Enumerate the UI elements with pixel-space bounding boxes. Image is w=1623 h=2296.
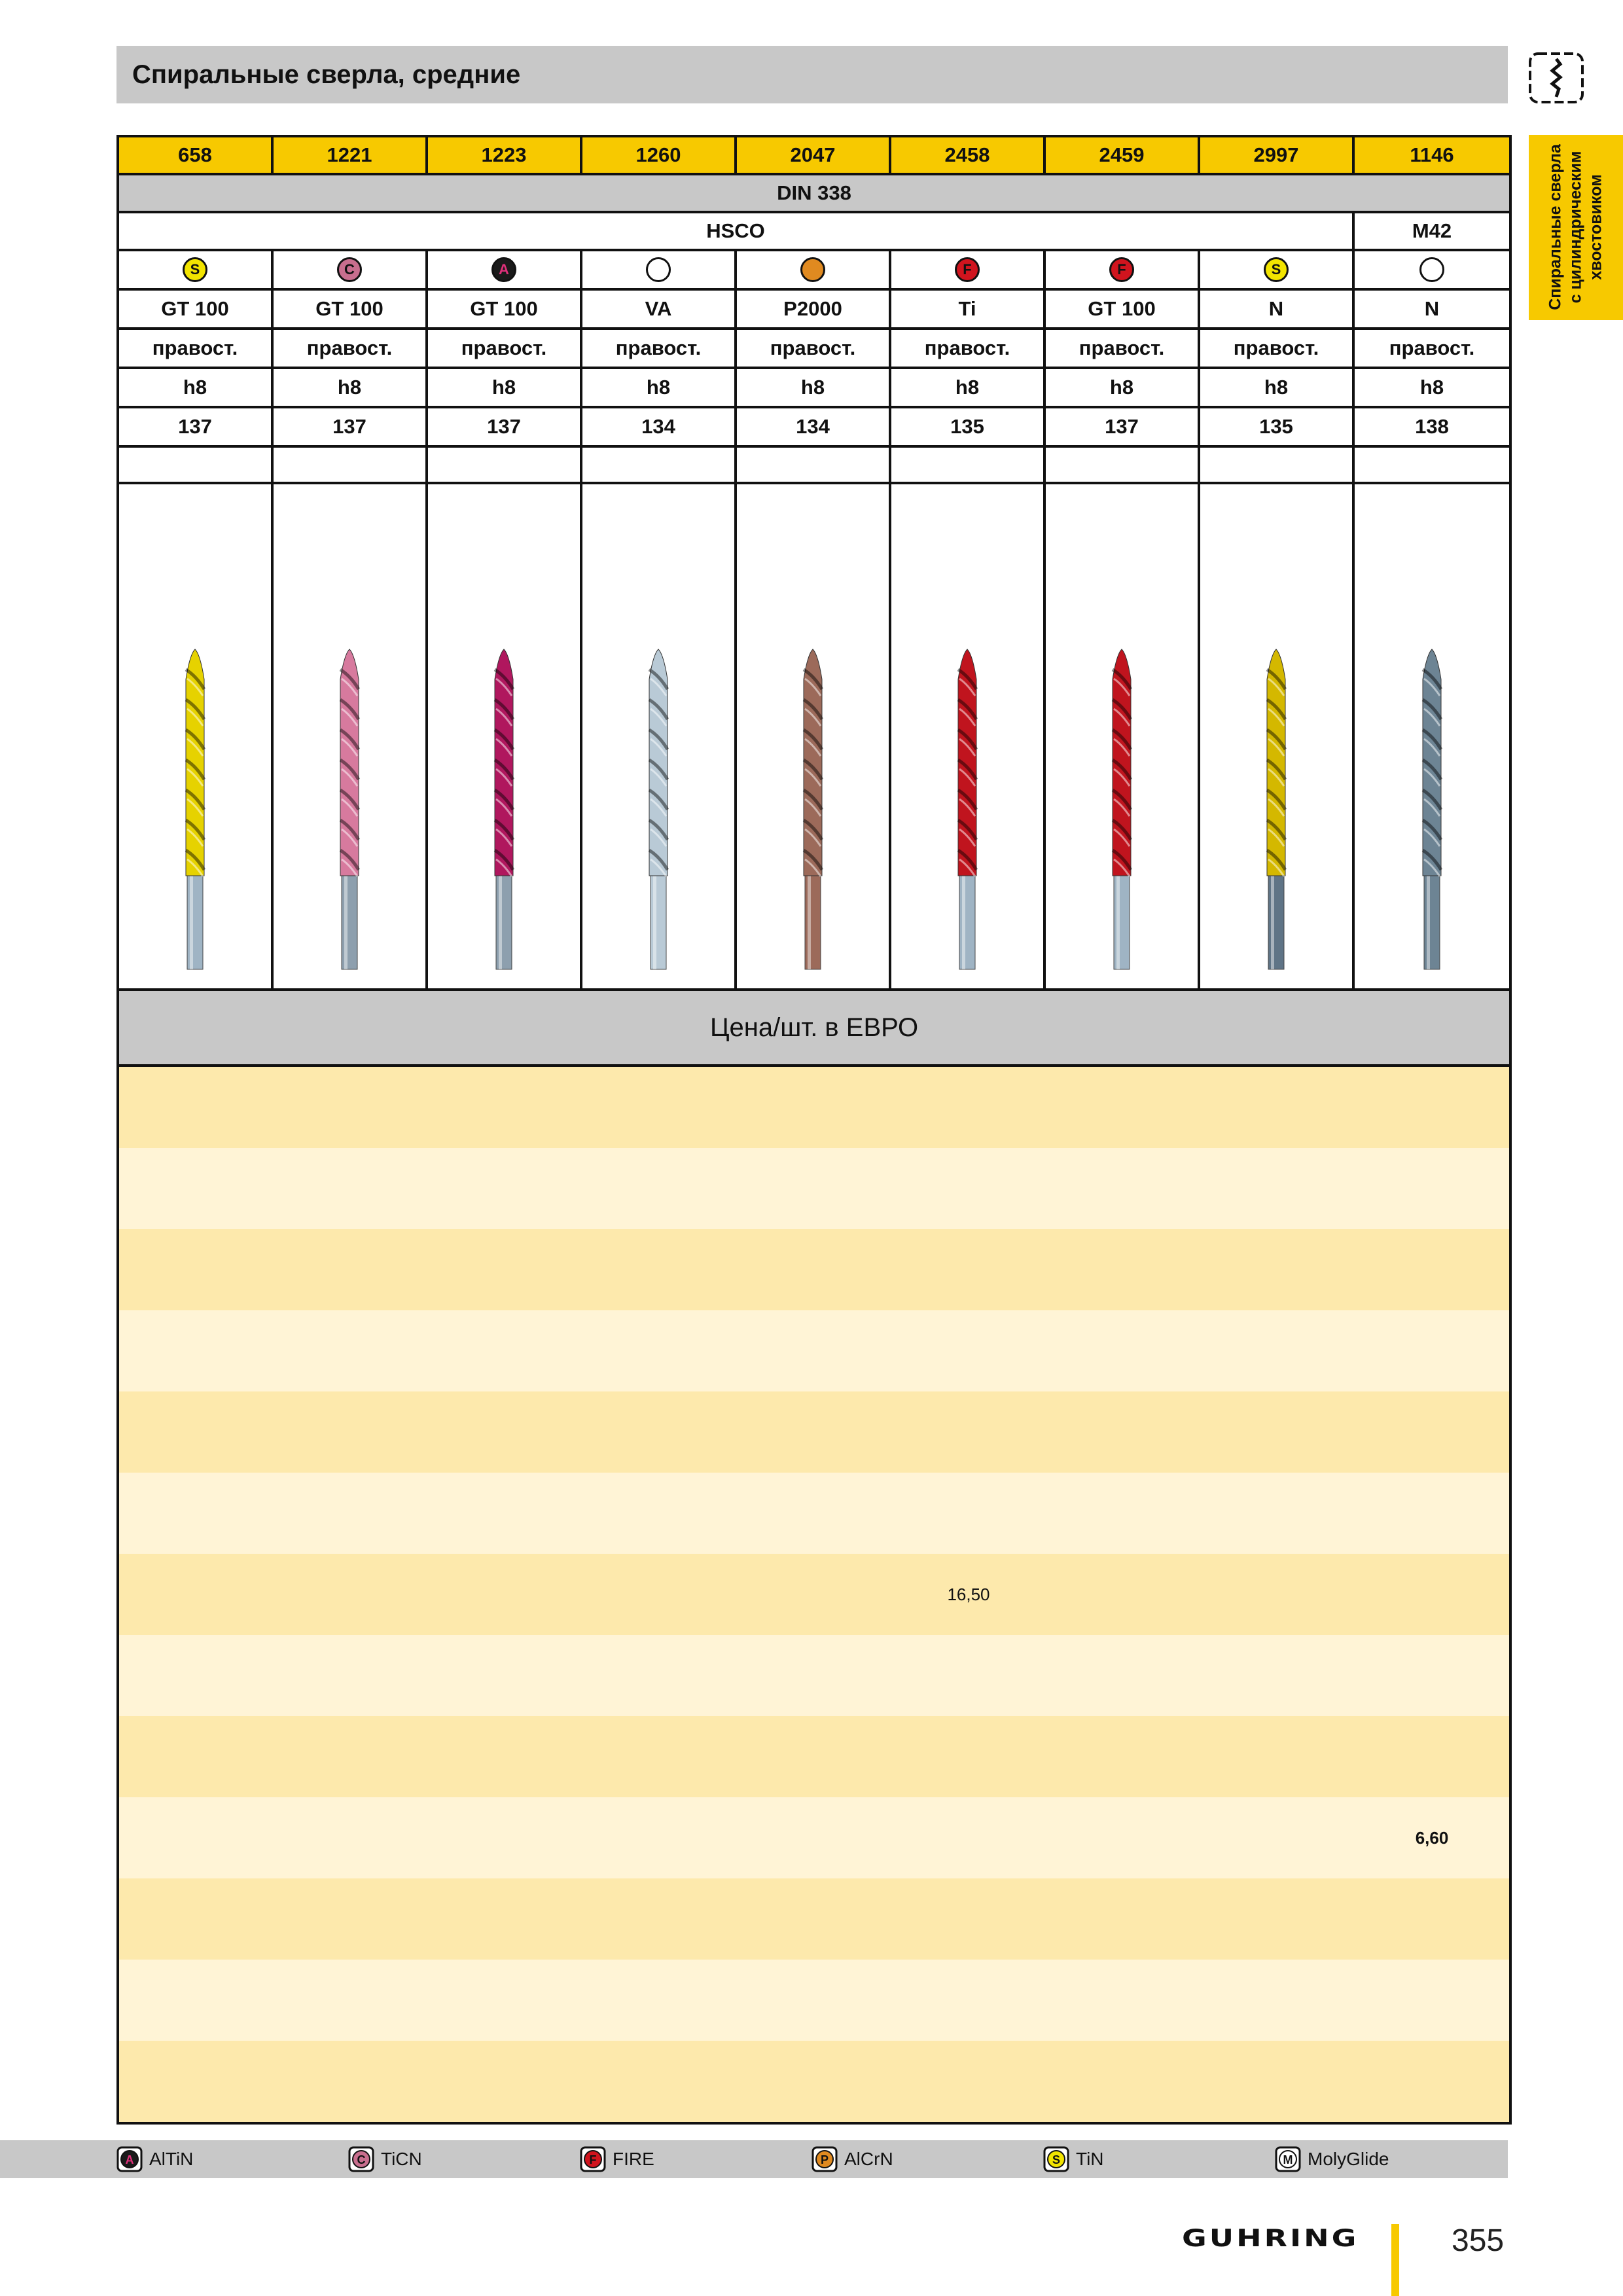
- price-cell: [1046, 1878, 1200, 1960]
- twist-drill-image: [639, 483, 678, 990]
- coating-cell: [1355, 251, 1509, 288]
- price-header: Цена/шт. в ЕВРО: [119, 991, 1509, 1067]
- price-row: [119, 2041, 1509, 2122]
- price-cell: [582, 1229, 737, 1310]
- point-angle: 134: [582, 408, 737, 445]
- tolerance-label: h8: [1046, 369, 1200, 406]
- type-label: GT 100: [428, 291, 582, 327]
- price-cell: [737, 1229, 891, 1310]
- price-cell: [274, 1878, 428, 1960]
- type-label: GT 100: [119, 291, 274, 327]
- legend-item: [348, 2144, 422, 2174]
- price-cell: [1200, 2041, 1355, 2122]
- price-cell: [428, 1797, 582, 1878]
- drill-shank-highlight: [344, 874, 348, 969]
- price-cell: [891, 1473, 1046, 1554]
- price-cell: [428, 1067, 582, 1148]
- coating-icon: A: [491, 257, 516, 282]
- price-cell: [428, 1635, 582, 1716]
- direction-label: правост.: [428, 330, 582, 367]
- price-cell: [274, 1310, 428, 1391]
- price-cell: [737, 1960, 891, 2041]
- price-cell: [274, 1960, 428, 2041]
- price-cell: [582, 1310, 737, 1391]
- direction-label: правост.: [891, 330, 1046, 367]
- type-label: N: [1424, 297, 1440, 320]
- coating-row: [119, 251, 1509, 291]
- price-cell: [1355, 1473, 1509, 1554]
- article-number: 2459: [1046, 137, 1200, 173]
- drill-shank-highlight: [499, 874, 502, 969]
- article-number: 1260: [582, 137, 737, 173]
- empty-cell: [1046, 448, 1200, 482]
- coating-icon: S: [1264, 257, 1289, 282]
- price-cell: [428, 2041, 582, 2122]
- price-cell: [119, 1310, 274, 1391]
- tolerance-label: h8: [119, 369, 274, 406]
- article-number: 1223: [428, 137, 582, 173]
- tolerance-label: h8: [737, 369, 891, 406]
- drill-shank: [342, 874, 357, 969]
- article-number: 1221: [274, 137, 428, 173]
- drill-shank: [805, 874, 821, 969]
- price-cell: [1200, 1148, 1355, 1229]
- price-cell: [1355, 1554, 1509, 1635]
- price-cell: [1046, 1716, 1200, 1797]
- price-cell: [891, 1960, 1046, 2041]
- price-cell: [274, 1473, 428, 1554]
- direction-label: правост.: [119, 330, 274, 367]
- direction-label: правост.: [1389, 336, 1475, 359]
- svg-text:M: M: [1283, 2153, 1293, 2166]
- twist-drill-image: [948, 483, 987, 990]
- twist-drill-image: [484, 483, 524, 990]
- empty-cell: [428, 448, 582, 482]
- price-cell: [1200, 1635, 1355, 1716]
- coating-cell: [737, 251, 891, 288]
- twist-drill-image: [1412, 483, 1452, 990]
- price-cell: [1046, 1229, 1200, 1310]
- price-cell: [737, 1635, 891, 1716]
- drill-shank-highlight: [190, 874, 193, 969]
- alcrn-coating-icon: [812, 2146, 838, 2172]
- legend-item: [116, 2144, 193, 2174]
- legend-label: TiCN: [381, 2149, 422, 2169]
- price-cell: [1046, 1960, 1200, 2041]
- price-cell: [428, 1473, 582, 1554]
- coating-cell: [428, 251, 582, 288]
- point-angle: 135: [1200, 408, 1355, 445]
- price-cell: [737, 1716, 891, 1797]
- price-cell: [119, 1878, 274, 1960]
- price-cell: [582, 1635, 737, 1716]
- twist-drill-image: [793, 483, 832, 990]
- tolerance-label: h8: [1419, 376, 1444, 399]
- legend-label: AlCrN: [844, 2149, 893, 2169]
- type-label: Ti: [891, 291, 1046, 327]
- point-angle: 137: [119, 408, 274, 445]
- point-angle: 137: [428, 408, 582, 445]
- price-cell: [1200, 1473, 1355, 1554]
- price-cell: [891, 2041, 1046, 2122]
- price-cell: [1355, 1310, 1509, 1391]
- drill-image-cell: [1200, 484, 1355, 988]
- price-cell: [737, 1554, 891, 1635]
- price-cell: [1046, 1797, 1200, 1878]
- price-cell: [119, 1391, 274, 1473]
- price-cell: [1355, 1960, 1509, 2041]
- type-label: N: [1200, 291, 1355, 327]
- price-cell: [891, 1067, 1046, 1148]
- drill-image-row: [119, 484, 1509, 991]
- legend-label: MolyGlide: [1308, 2149, 1389, 2169]
- price-cell: [582, 1878, 737, 1960]
- ticn-coating-icon: [348, 2146, 374, 2172]
- price-cell: 6,60: [1415, 1827, 1449, 1848]
- price-cell: [1046, 1067, 1200, 1148]
- price-cell: [582, 1960, 737, 2041]
- drill-image-cell: [119, 484, 274, 988]
- drill-shank: [496, 874, 512, 969]
- price-cell: [1200, 1391, 1355, 1473]
- price-cell: [119, 1716, 274, 1797]
- price-cell: [1200, 1229, 1355, 1310]
- page-title: Спиральные сверла, средние: [132, 60, 521, 89]
- price-cell: [737, 1067, 891, 1148]
- drill-image-cell: [582, 484, 737, 988]
- price-cell: [119, 1554, 274, 1635]
- side-tab[interactable]: [1529, 135, 1623, 320]
- svg-text:P: P: [820, 2153, 829, 2166]
- legend-item: [1043, 2144, 1104, 2174]
- drill-shank: [1114, 874, 1130, 969]
- price-row: [119, 1229, 1509, 1310]
- coating-cell: [582, 251, 737, 288]
- type-row: [119, 291, 1509, 330]
- price-cell: [1200, 1067, 1355, 1148]
- direction-label: правост.: [737, 330, 891, 367]
- tolerance-label: h8: [582, 369, 737, 406]
- price-row: [119, 1878, 1509, 1960]
- price-cell: [119, 1635, 274, 1716]
- direction-label: правост.: [1046, 330, 1200, 367]
- price-cell: [274, 1148, 428, 1229]
- price-cell: [582, 2041, 737, 2122]
- point-angle: 138: [1415, 415, 1449, 438]
- direction-label: правост.: [1200, 330, 1355, 367]
- price-cell: [1200, 1716, 1355, 1797]
- article-number: 2997: [1200, 137, 1355, 173]
- empty-cell: [119, 448, 274, 482]
- price-cell: [1355, 1635, 1509, 1716]
- price-row: [119, 1148, 1509, 1229]
- price-cell: [1200, 1878, 1355, 1960]
- price-cell: [428, 1148, 582, 1229]
- title-bar: [116, 46, 1508, 103]
- article-number: 658: [119, 137, 274, 173]
- point-angle: 134: [737, 408, 891, 445]
- price-cell: [119, 1229, 274, 1310]
- angle-row: [119, 408, 1509, 448]
- price-cell: [1046, 1635, 1200, 1716]
- footer-divider: [1391, 2224, 1399, 2296]
- drill-shank-highlight: [1427, 874, 1430, 969]
- drill-image-cell: [428, 484, 582, 988]
- price-cell: [1355, 1391, 1509, 1473]
- twist-drill-image: [1257, 483, 1296, 990]
- standard-label: DIN 338: [777, 181, 851, 204]
- direction-row: [119, 330, 1509, 369]
- twist-drill-image: [330, 483, 369, 990]
- price-cell: [428, 1878, 582, 1960]
- legend-item: [1275, 2144, 1389, 2174]
- coating-cell: [1200, 251, 1355, 288]
- drill-shank-highlight: [1271, 874, 1274, 969]
- product-table: [116, 135, 1512, 2125]
- tolerance-label: h8: [1200, 369, 1355, 406]
- twist-drill-image: [1102, 483, 1141, 990]
- price-cell: [1046, 1391, 1200, 1473]
- price-cell: [1200, 1797, 1355, 1878]
- price-cell: [1355, 1067, 1509, 1148]
- empty-row: [119, 448, 1509, 484]
- price-cell: [1355, 2041, 1509, 2122]
- tolerance-label: h8: [274, 369, 428, 406]
- price-cell: [891, 1797, 1046, 1878]
- price-cell: [737, 1148, 891, 1229]
- price-cell: [274, 1067, 428, 1148]
- point-angle: 137: [1046, 408, 1200, 445]
- fire-coating-icon: [580, 2146, 606, 2172]
- price-cell: [428, 1310, 582, 1391]
- price-cell: [582, 1067, 737, 1148]
- material-last: M42: [1412, 219, 1452, 242]
- legend-item: [812, 2144, 893, 2174]
- drill-shank-highlight: [808, 874, 811, 969]
- type-label: GT 100: [274, 291, 428, 327]
- coating-icon: [800, 257, 825, 282]
- twist-drill-icon: [1527, 51, 1585, 105]
- price-cell: [428, 1229, 582, 1310]
- price-cell: [1046, 1473, 1200, 1554]
- legend-item: [580, 2144, 654, 2174]
- empty-cell: [274, 448, 428, 482]
- price-cell: [737, 1878, 891, 1960]
- drill-shank-highlight: [962, 874, 965, 969]
- price-cell: [1355, 1229, 1509, 1310]
- drill-image-cell: [737, 484, 891, 988]
- drill-shank: [651, 874, 666, 969]
- molyglide-coating-icon: [1275, 2146, 1301, 2172]
- legend-label: FIRE: [613, 2149, 654, 2169]
- empty-cell: [891, 448, 1046, 482]
- svg-text:F: F: [589, 2153, 597, 2166]
- tolerance-row: [119, 369, 1509, 408]
- drill-shank: [1268, 874, 1284, 969]
- direction-label: правост.: [274, 330, 428, 367]
- drill-shank-highlight: [653, 874, 656, 969]
- price-cell: [274, 1635, 428, 1716]
- drill-shank: [187, 874, 203, 969]
- price-cell: 16,50: [947, 1584, 990, 1604]
- drill-image-cell: [274, 484, 428, 988]
- price-cell: [891, 1391, 1046, 1473]
- altin-coating-icon: [116, 2146, 143, 2172]
- price-cell: [274, 1716, 428, 1797]
- price-cell: [428, 1391, 582, 1473]
- price-cell: [891, 1229, 1046, 1310]
- drill-shank: [1424, 874, 1440, 969]
- price-cell: [119, 1473, 274, 1554]
- price-cell: [119, 1148, 274, 1229]
- price-row: [119, 1635, 1509, 1716]
- coating-icon: C: [337, 257, 362, 282]
- price-cell: [1355, 1878, 1509, 1960]
- direction-label: правост.: [582, 330, 737, 367]
- empty-cell: [582, 448, 737, 482]
- price-cell: [891, 1716, 1046, 1797]
- coating-icon: S: [183, 257, 207, 282]
- legend-label: AlTiN: [149, 2149, 194, 2169]
- price-row: [119, 1797, 1509, 1878]
- coating-cell: [1046, 251, 1200, 288]
- price-cell: [1046, 2041, 1200, 2122]
- drill-image-cell: [1046, 484, 1200, 988]
- price-cell: [737, 1391, 891, 1473]
- coating-legend: [0, 2140, 1508, 2178]
- price-cell: [737, 1310, 891, 1391]
- drill-shank-highlight: [1116, 874, 1120, 969]
- type-label: GT 100: [1046, 291, 1200, 327]
- price-cell: [428, 1716, 582, 1797]
- price-cell: [119, 2041, 274, 2122]
- page-number: 355: [1452, 2223, 1505, 2258]
- article-number-row: [119, 137, 1509, 175]
- price-cell: [274, 1229, 428, 1310]
- tolerance-label: h8: [891, 369, 1046, 406]
- coating-cell: [274, 251, 428, 288]
- price-cell: [891, 1878, 1046, 1960]
- article-number: 1146: [1410, 143, 1454, 166]
- price-row: [119, 1716, 1509, 1797]
- tolerance-label: h8: [428, 369, 582, 406]
- price-cell: [1200, 1960, 1355, 2041]
- price-cell: [274, 2041, 428, 2122]
- drill-image-cell: [1355, 484, 1509, 988]
- price-cell: [119, 1960, 274, 2041]
- price-cell: [582, 1797, 737, 1878]
- price-cell: [1046, 1310, 1200, 1391]
- material-main: HSCO: [119, 213, 1355, 249]
- price-row: [119, 1391, 1509, 1473]
- coating-icon: [1419, 257, 1444, 282]
- price-cell: [891, 1635, 1046, 1716]
- price-cell: [428, 1960, 582, 2041]
- price-cell: [1200, 1554, 1355, 1635]
- price-cell: [737, 1797, 891, 1878]
- price-cell: [1355, 1716, 1509, 1797]
- price-cell: [582, 1391, 737, 1473]
- svg-text:C: C: [357, 2153, 366, 2166]
- price-row: [119, 1310, 1509, 1391]
- price-cell: [274, 1554, 428, 1635]
- price-cell: [582, 1148, 737, 1229]
- material-row: [119, 213, 1509, 251]
- empty-cell: [1355, 448, 1509, 482]
- drill-image-cell: [891, 484, 1046, 988]
- price-cell: [1200, 1310, 1355, 1391]
- side-tab-label: Спиральные сверла с цилиндрическим хвостовиком: [1546, 144, 1605, 310]
- price-row: [119, 1473, 1509, 1554]
- standard-row: [119, 175, 1509, 213]
- svg-text:S: S: [1052, 2153, 1061, 2166]
- price-cell: [582, 1716, 737, 1797]
- price-row: [119, 1960, 1509, 2041]
- type-label: P2000: [737, 291, 891, 327]
- tin-coating-icon: [1043, 2146, 1069, 2172]
- coating-cell: [119, 251, 274, 288]
- price-row: [119, 1554, 1509, 1635]
- empty-cell: [1200, 448, 1355, 482]
- point-angle: 135: [891, 408, 1046, 445]
- price-cell: [891, 1310, 1046, 1391]
- price-cell: [737, 1473, 891, 1554]
- price-cell: [119, 1067, 274, 1148]
- coating-icon: F: [955, 257, 980, 282]
- price-cell: [891, 1148, 1046, 1229]
- coating-cell: [891, 251, 1046, 288]
- coating-icon: [646, 257, 671, 282]
- price-cell: [582, 1473, 737, 1554]
- price-cell: [274, 1391, 428, 1473]
- price-cell: [1046, 1148, 1200, 1229]
- price-cell: [1046, 1554, 1200, 1635]
- type-label: VA: [582, 291, 737, 327]
- brand-logo: GUHRING: [1182, 2223, 1359, 2252]
- price-cell: [119, 1797, 274, 1878]
- price-cell: [582, 1554, 737, 1635]
- point-angle: 137: [274, 408, 428, 445]
- price-cell: [428, 1554, 582, 1635]
- coating-icon: F: [1109, 257, 1134, 282]
- svg-text:A: A: [125, 2153, 134, 2166]
- twist-drill-image: [175, 483, 215, 990]
- price-cell: [1355, 1148, 1509, 1229]
- price-table: [119, 1067, 1509, 2122]
- article-number: 2458: [891, 137, 1046, 173]
- price-row: [119, 1067, 1509, 1148]
- price-cell: [737, 2041, 891, 2122]
- drill-shank: [959, 874, 975, 969]
- article-number: 2047: [737, 137, 891, 173]
- empty-cell: [737, 448, 891, 482]
- legend-label: TiN: [1076, 2149, 1104, 2169]
- price-cell: [274, 1797, 428, 1878]
